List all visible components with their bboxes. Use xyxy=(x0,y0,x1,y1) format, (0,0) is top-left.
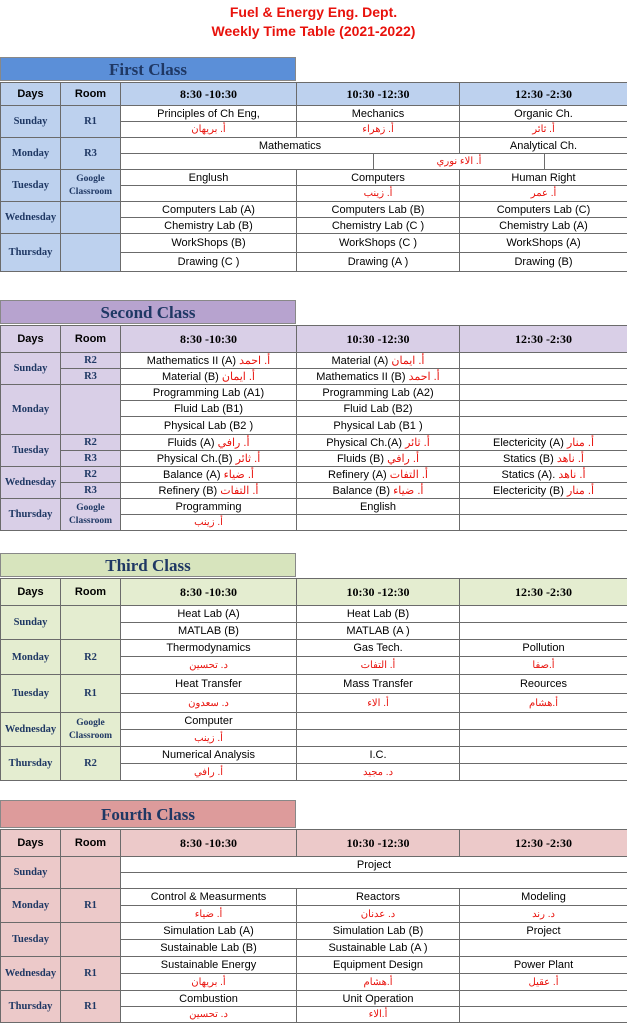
room-cell: R1 xyxy=(61,675,121,713)
course-cell: Sustainable Lab (A ) xyxy=(297,940,460,957)
teacher-cell: د. سعدون xyxy=(121,694,297,713)
course-cell: Gas Tech. xyxy=(297,640,460,657)
teacher-cell: أ. عمر xyxy=(460,186,627,202)
slot3-header: 12:30 -2:30 xyxy=(460,83,627,106)
course-cell: MATLAB (B) xyxy=(121,623,297,640)
course-name: Balance (A) xyxy=(163,469,221,481)
empty-cell xyxy=(460,764,627,781)
empty-cell xyxy=(460,940,627,957)
empty-cell xyxy=(121,873,627,889)
course-cell xyxy=(297,369,460,385)
course-cell: Project xyxy=(460,923,627,940)
course-cell: Reactors xyxy=(297,889,460,906)
course-cell: Programming Lab (A1) xyxy=(121,385,297,401)
room-cell: R2 xyxy=(61,435,121,451)
day-sunday: Sunday xyxy=(1,857,61,889)
room-cell: R2 xyxy=(61,747,121,781)
room-header: Room xyxy=(61,326,121,353)
room-cell: Google Classroom xyxy=(61,170,121,202)
room-header: Room xyxy=(61,830,121,857)
course-name: Fluids (B) xyxy=(336,453,385,465)
room-header: Room xyxy=(61,579,121,606)
course-cell xyxy=(460,483,627,499)
empty-cell xyxy=(460,417,627,435)
day-tuesday: Tuesday xyxy=(1,170,61,202)
empty-cell xyxy=(460,499,627,515)
teacher-name: أ. احمد xyxy=(239,355,271,367)
slot2-header: 10:30 -12:30 xyxy=(297,830,460,857)
teacher-name: أ. التفات xyxy=(389,469,428,481)
empty-cell xyxy=(460,353,627,369)
course-cell: Human Right xyxy=(460,170,627,186)
slot2-header: 10:30 -12:30 xyxy=(297,579,460,606)
room-cell: R1 xyxy=(61,991,121,1023)
room-cell: R3 xyxy=(61,369,121,385)
course-cell: Equipment Design xyxy=(297,957,460,974)
course-cell: MATLAB (A ) xyxy=(297,623,460,640)
course-cell: Power Plant xyxy=(460,957,627,974)
day-sunday: Sunday xyxy=(1,353,61,385)
empty-cell xyxy=(297,730,460,747)
teacher-cell: أ. الاء نوري xyxy=(374,154,545,170)
second-class-title: Second Class xyxy=(0,300,296,324)
slot3-header: 12:30 -2:30 xyxy=(460,326,627,353)
empty-cell xyxy=(121,154,374,170)
day-wednesday: Wednesday xyxy=(1,202,61,234)
empty-cell xyxy=(460,385,627,401)
teacher-cell: أ. زينب xyxy=(121,730,297,747)
room-cell: R2 xyxy=(61,353,121,369)
teacher-cell: د. عدنان xyxy=(297,906,460,923)
day-monday: Monday xyxy=(1,889,61,923)
course-cell: Computers Lab (A) xyxy=(121,202,297,218)
room-cell: R3 xyxy=(61,138,121,170)
room-cell: R3 xyxy=(61,483,121,499)
course-cell: Computers Lab (C) xyxy=(460,202,627,218)
slot3-header: 12:30 -2:30 xyxy=(460,579,627,606)
course-name: Statics (A). xyxy=(501,469,556,481)
teacher-cell: د. تحسين xyxy=(121,657,297,675)
room-cell xyxy=(61,923,121,957)
fourth-class-table xyxy=(0,829,627,1023)
day-sunday: Sunday xyxy=(1,106,61,138)
room-cell: R1 xyxy=(61,889,121,923)
course-cell xyxy=(297,467,460,483)
teacher-cell: د. رند xyxy=(460,906,627,923)
teacher-name: أ. ثائر xyxy=(405,437,430,449)
course-cell xyxy=(121,483,297,499)
course-cell: Chemistry Lab (B) xyxy=(121,218,297,234)
day-tuesday: Tuesday xyxy=(1,923,61,957)
empty-cell xyxy=(460,1007,627,1023)
room-cell xyxy=(61,606,121,640)
teacher-cell: أ. رافي xyxy=(121,764,297,781)
teacher-cell: أ. زهراء xyxy=(297,122,460,138)
course-name: Electericity (A) xyxy=(492,437,564,449)
room-cell: R2 xyxy=(61,640,121,675)
course-cell: Simulation Lab (A) xyxy=(121,923,297,940)
course-cell: Modeling xyxy=(460,889,627,906)
course-name: Material (B) xyxy=(162,371,219,383)
course-cell xyxy=(297,435,460,451)
days-header: Days xyxy=(1,83,61,106)
course-cell xyxy=(297,451,460,467)
room-cell: Google Classroom xyxy=(61,713,121,747)
teacher-name: أ. منار xyxy=(566,485,594,497)
empty-cell xyxy=(460,623,627,640)
course-cell: Sustainable Energy xyxy=(121,957,297,974)
day-wednesday: Wednesday xyxy=(1,467,61,499)
course-cell: Programming Lab (A2) xyxy=(297,385,460,401)
third-class-title: Third Class xyxy=(0,553,296,577)
teacher-cell: أ. زينب xyxy=(121,515,297,531)
course-cell: Physical Lab (B1 ) xyxy=(297,417,460,435)
room-cell xyxy=(61,234,121,272)
day-thursday: Thursday xyxy=(1,234,61,272)
room-cell: R1 xyxy=(61,106,121,138)
course-cell: Chemistry Lab (A) xyxy=(460,218,627,234)
day-wednesday: Wednesday xyxy=(1,713,61,747)
empty-cell xyxy=(460,713,627,730)
teacher-cell: أ. ثائر xyxy=(460,122,627,138)
course-cell: Heat Lab (A) xyxy=(121,606,297,623)
teacher-cell: أ. التفات xyxy=(297,657,460,675)
teacher-name: أ. ضياء xyxy=(393,485,424,497)
day-thursday: Thursday xyxy=(1,747,61,781)
teacher-cell: أ.هشام xyxy=(297,974,460,991)
day-thursday: Thursday xyxy=(1,499,61,531)
day-monday: Monday xyxy=(1,640,61,675)
course-cell: Numerical Analysis xyxy=(121,747,297,764)
empty-cell xyxy=(460,515,627,531)
course-cell: Physical Lab (B2 ) xyxy=(121,417,297,435)
teacher-cell: أ. عقيل xyxy=(460,974,627,991)
course-cell xyxy=(460,451,627,467)
days-header: Days xyxy=(1,830,61,857)
course-cell: Computers xyxy=(297,170,460,186)
course-cell: Unit Operation xyxy=(297,991,460,1007)
day-tuesday: Tuesday xyxy=(1,435,61,467)
course-name: Refinery (B) xyxy=(158,485,218,497)
empty-cell xyxy=(545,154,627,170)
course-cell: Mass Transfer xyxy=(297,675,460,694)
course-cell xyxy=(297,483,460,499)
course-cell: WorkShops (C ) xyxy=(297,234,460,253)
day-tuesday: Tuesday xyxy=(1,675,61,713)
days-header: Days xyxy=(1,326,61,353)
teacher-cell: أ. بريهان xyxy=(121,122,297,138)
empty-cell xyxy=(460,606,627,623)
room-cell: R1 xyxy=(61,957,121,991)
days-header: Days xyxy=(1,579,61,606)
course-name: Balance (B) xyxy=(332,485,391,497)
teacher-name: أ. ثائر xyxy=(235,453,261,465)
teacher-cell: أ.هشام xyxy=(460,694,627,713)
course-cell: Drawing (A ) xyxy=(297,253,460,272)
course-cell: Pollution xyxy=(460,640,627,657)
empty-cell xyxy=(297,515,460,531)
course-cell: Drawing (C ) xyxy=(121,253,297,272)
course-cell xyxy=(121,369,297,385)
course-cell xyxy=(460,435,627,451)
course-cell xyxy=(460,467,627,483)
teacher-cell: أ. زينب xyxy=(297,186,460,202)
slot1-header: 8:30 -10:30 xyxy=(121,830,297,857)
slot1-header: 8:30 -10:30 xyxy=(121,579,297,606)
room-cell xyxy=(61,202,121,234)
course-name: Fluids (A) xyxy=(167,437,215,449)
teacher-name: أ. احمد xyxy=(408,371,440,383)
empty-cell xyxy=(460,747,627,764)
room-cell: R2 xyxy=(61,467,121,483)
slot2-header: 10:30 -12:30 xyxy=(297,83,460,106)
course-cell: Reources xyxy=(460,675,627,694)
teacher-name: أ. التفات xyxy=(220,485,259,497)
room-header: Room xyxy=(61,83,121,106)
teacher-cell: أ. ضياء xyxy=(121,906,297,923)
course-cell xyxy=(121,467,297,483)
teacher-name: أ. رافي xyxy=(217,437,250,449)
course-name: Physical Ch.(B) xyxy=(156,453,233,465)
fourth-class-title: Fourth Class xyxy=(0,800,296,828)
slot1-header: 8:30 -10:30 xyxy=(121,326,297,353)
empty-cell xyxy=(121,186,297,202)
teacher-cell: أ.الاء xyxy=(297,1007,460,1023)
course-cell xyxy=(121,435,297,451)
course-cell: Organic Ch. xyxy=(460,106,627,122)
course-cell: WorkShops (A) xyxy=(460,234,627,253)
empty-cell xyxy=(460,369,627,385)
day-wednesday: Wednesday xyxy=(1,957,61,991)
third-class-table xyxy=(0,578,627,781)
course-cell: Sustainable Lab (B) xyxy=(121,940,297,957)
slot3-header: 12:30 -2:30 xyxy=(460,830,627,857)
teacher-name: أ. ضياء xyxy=(223,469,254,481)
course-cell: Heat Transfer xyxy=(121,675,297,694)
course-cell: Control & Measurments xyxy=(121,889,297,906)
teacher-name: أ. ايمان xyxy=(221,371,255,383)
course-cell: Englush xyxy=(121,170,297,186)
course-name: Refinery (A) xyxy=(328,469,387,481)
course-name: Electericity (B) xyxy=(492,485,564,497)
empty-cell xyxy=(297,713,460,730)
page-subtitle: Weekly Time Table (2021-2022) xyxy=(211,23,416,39)
day-monday: Monday xyxy=(1,385,61,435)
day-sunday: Sunday xyxy=(1,606,61,640)
course-cell: I.C. xyxy=(297,747,460,764)
first-class-title: First Class xyxy=(0,57,296,81)
course-cell: Computer xyxy=(121,713,297,730)
teacher-cell: أ. الاء xyxy=(297,694,460,713)
course-name: Material (A) xyxy=(331,355,389,367)
empty-cell xyxy=(460,991,627,1007)
course-cell xyxy=(297,353,460,369)
course-cell: WorkShops (B) xyxy=(121,234,297,253)
course-cell: Thermodynamics xyxy=(121,640,297,657)
empty-cell xyxy=(460,730,627,747)
teacher-name: أ. ناهد xyxy=(558,469,586,481)
course-cell: Analytical Ch. xyxy=(460,138,627,154)
course-cell: Fluid Lab (B1) xyxy=(121,401,297,417)
room-cell: R3 xyxy=(61,451,121,467)
teacher-cell: د. تحسين xyxy=(121,1007,297,1023)
second-class-table xyxy=(0,325,627,531)
course-name: Physical Ch.(A) xyxy=(326,437,402,449)
course-name: Statics (B) xyxy=(503,453,554,465)
course-cell: Combustion xyxy=(121,991,297,1007)
course-cell: Heat Lab (B) xyxy=(297,606,460,623)
course-cell: Mathematics xyxy=(121,138,460,154)
course-cell: Programming xyxy=(121,499,297,515)
course-cell: Drawing (B) xyxy=(460,253,627,272)
teacher-name: أ. ناهد xyxy=(556,453,584,465)
teacher-name: أ. منار xyxy=(566,437,594,449)
first-class-table xyxy=(0,82,627,272)
course-cell xyxy=(121,451,297,467)
day-thursday: Thursday xyxy=(1,991,61,1023)
day-monday: Monday xyxy=(1,138,61,170)
room-cell xyxy=(61,385,121,435)
teacher-cell: أ.صفا xyxy=(460,657,627,675)
room-cell xyxy=(61,857,121,889)
teacher-name: أ. رافي xyxy=(387,453,420,465)
teacher-cell: د. مجيد xyxy=(297,764,460,781)
teacher-cell: أ. بريهان xyxy=(121,974,297,991)
course-cell xyxy=(121,353,297,369)
empty-cell xyxy=(460,401,627,417)
course-name: Mathematics II (A) xyxy=(146,355,236,367)
course-cell: Computers Lab (B) xyxy=(297,202,460,218)
course-cell: Mechanics xyxy=(297,106,460,122)
course-cell: English xyxy=(297,499,460,515)
teacher-name: أ. ايمان xyxy=(391,355,425,367)
slot2-header: 10:30 -12:30 xyxy=(297,326,460,353)
course-cell: Chemistry Lab (C ) xyxy=(297,218,460,234)
slot1-header: 8:30 -10:30 xyxy=(121,83,297,106)
course-cell: Principles of Ch Eng, xyxy=(121,106,297,122)
course-cell: Simulation Lab (B) xyxy=(297,923,460,940)
course-cell: Project xyxy=(121,857,627,873)
course-name: Mathematics II (B) xyxy=(316,371,406,383)
page-title: Fuel & Energy Eng. Dept. xyxy=(229,4,398,20)
course-cell: Fluid Lab (B2) xyxy=(297,401,460,417)
room-cell: Google Classroom xyxy=(61,499,121,531)
